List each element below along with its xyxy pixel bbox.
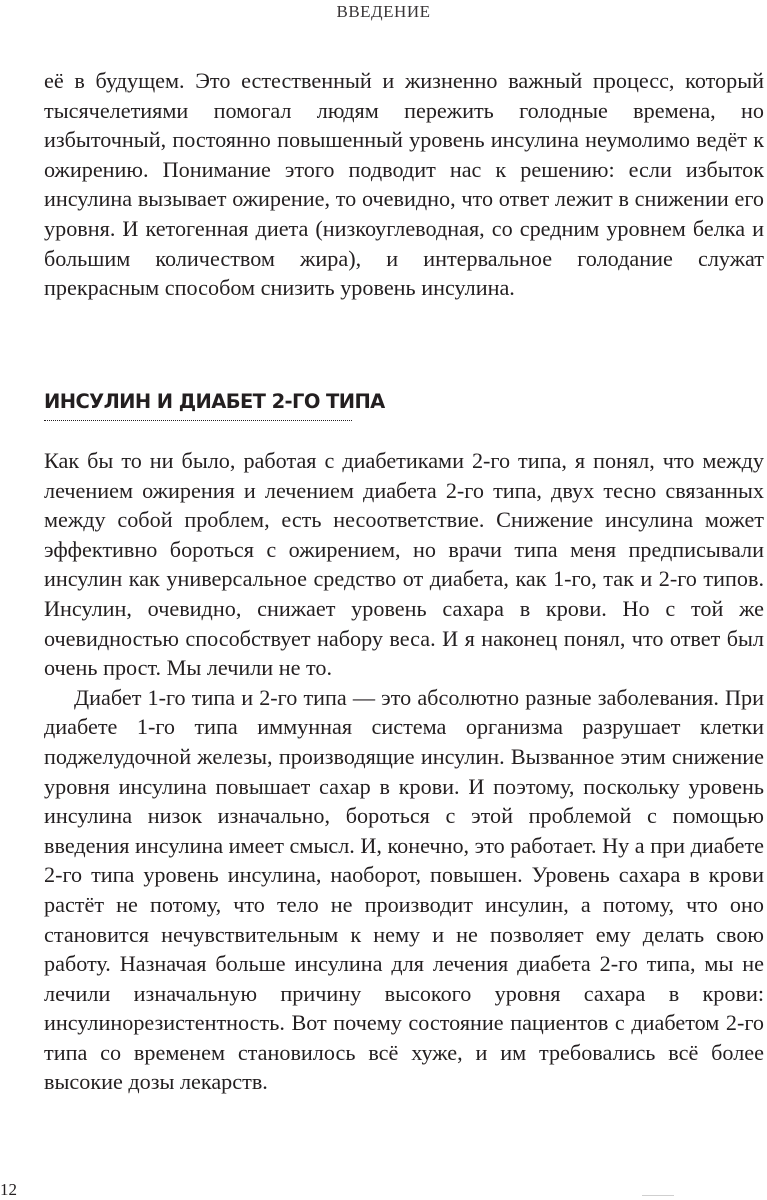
running-head: ВВЕДЕНИЕ: [336, 2, 431, 21]
heading-dotted-rule: [44, 420, 352, 421]
page-number: 12: [0, 1180, 17, 1199]
body-paragraph-2: Диабет 1-го типа и 2-го типа — это абсолютно разные заболевания. При диабете 1-го типа иммунная система организма разрушает клетки поджелудочной железы, производящие инсулин. Вызванное этим снижение уровня инсулина повышает сахар в крови. И поэтому, поскольку уровень инсулина низок изначально, бороться с этой проблемой с помощью введения инсулина имеет смысл. И, конечно, это работает. Ну а при диабете 2-го типа уровень инсулина, наоборот, повышен. Уровень сахара в крови растёт не потому, что тело не производит инсулин, а потому, что оно становится нечувствительным к нему и не позволяет ему делать свою работу. Назначая больше инсулина для лечения диабета 2-го типа, мы не лечили изначальную причину высокого уровня сахара в крови: инсулинорезистентность. Вот почему состояние пациентов с диабетом 2-го типа со временем становилось всё хуже, и им требовались всё более высокие дозы лекарств.: [44, 684, 764, 1095]
body-paragraph-1: Как бы то ни было, работая с диабетиками 2-го типа, я понял, что между лечением ожирения и лечением диабета 2-го типа, двух тесно связанных между собой проблем, есть несоответствие. Снижение инсулина может эффективно бороться с ожирением, но врачи типа меня предписывали инсулин как универсальное средство от диабета, как 1-го, так и 2-го типов. Инсулин, очевидно, снижает уровень сахара в крови. Но с той же очевидностью способствует набору веса. И я наконец понял, что ответ был очень прост. Мы лечили не то.: [44, 448, 764, 681]
section-body: [44, 446, 764, 1097]
intro-paragraph: её в будущем. Это естественный и жизненно важный процесс, который тысячелетиями помогал людям пережить голодные времена, но избыточный, постоянно повышенный уровень инсулина неумолимо ведёт к ожирению. Понимание этого подводит нас к решению: если избыток инсулина вызывает ожирение, то очевидно, что ответ лежит в снижении его уровня. И кетогенная диета (низкоуглеводная, со средним уровнем белка и большим количеством жира), и интервальное голодание служат прекрасным способом снизить уровень инсулина.: [44, 68, 764, 301]
section-heading: ИНСУЛИН И ДИАБЕТ 2-ГО ТИПА: [44, 390, 385, 413]
intro-text-block: [44, 66, 764, 303]
footer-mark: [642, 1195, 674, 1196]
